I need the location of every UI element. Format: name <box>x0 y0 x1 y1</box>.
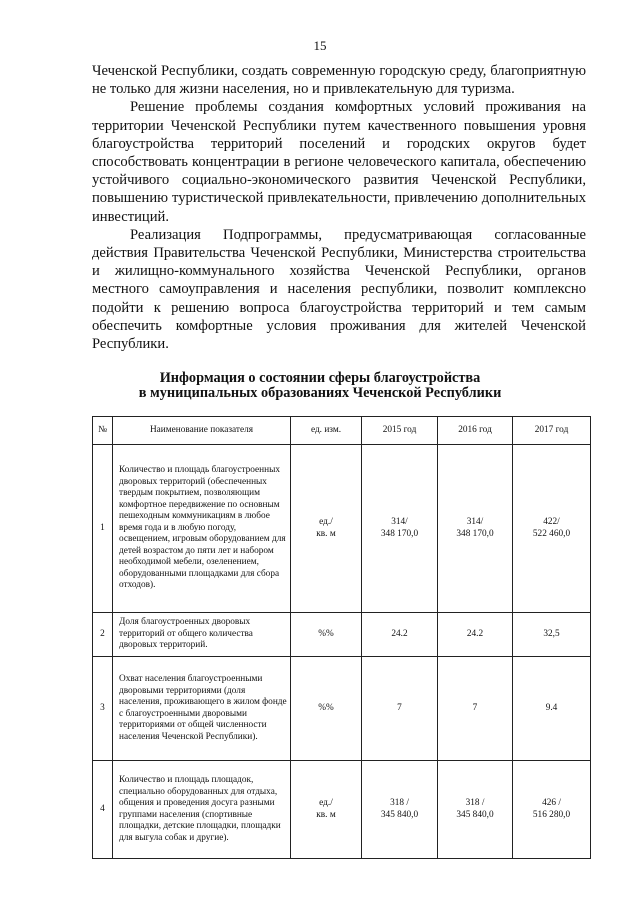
value-2017: 9.4 <box>513 657 591 761</box>
indicator-name: Количество и площадь площадок, специально оборудованных для отдыха, общения и проведения досуга разными группами населения (спортивные площадки, детские площадки, площадки для выгула собак и другие). <box>113 761 291 859</box>
count-value: 422/ <box>543 517 560 527</box>
count-value: 314/ <box>391 517 408 527</box>
unit-cell: %% <box>291 657 362 761</box>
page-number: 15 <box>313 38 327 53</box>
value-2016: 24.2 <box>438 613 513 657</box>
table-row <box>93 657 591 761</box>
value-2015: 7 <box>362 657 438 761</box>
unit-value: ед./ <box>319 798 333 808</box>
unit-value: кв. м <box>316 809 336 820</box>
row-number: 3 <box>93 657 113 761</box>
area-value: 345 840,0 <box>380 809 419 820</box>
header-unit: ед. изм. <box>291 417 362 445</box>
unit-cell <box>291 761 362 859</box>
count-value: 318 / <box>465 798 485 808</box>
table-row <box>93 445 591 613</box>
table-title <box>0 371 640 401</box>
count-value: 318 / <box>390 798 409 808</box>
indicator-name: Количество и площадь благоустроенных дворовых территорий (обеспеченных твердым покрытием, позволяющим комфортное передвижение по основным пешеходным коммуникациям в любое время года и в любую погоду, освещением, игровым оборудованием для детей возрастом до пяти лет и набором необходимой мебели, озеленением, оборудованными площадками для сбора отходов). <box>113 445 291 613</box>
header-indicator-name: Наименование показателя <box>113 417 291 445</box>
indicator-name: Охват населения благоустроенными дворовыми территориями (доля населения, проживающего в жилом фонде с благоустроенными дворовыми территориями от общей численности населения Чеченской Республики). <box>113 657 291 761</box>
area-value: 348 170,0 <box>456 528 494 539</box>
paragraph: Чеченской Республики, создать современную городскую среду, благоприятную не только для жизни населения, но и привлекательную для туризма. <box>92 63 586 98</box>
indicator-name: Доля благоустроенных дворовых территорий от общего количества дворовых территорий. <box>113 613 291 657</box>
value-2017 <box>513 761 591 859</box>
value-2016 <box>438 445 513 613</box>
area-value: 516 280,0 <box>532 809 571 820</box>
area-value: 348 170,0 <box>380 528 419 539</box>
row-number: 1 <box>93 445 113 613</box>
value-2015 <box>362 445 438 613</box>
paragraph: Решение проблемы создания комфортных условий проживания на территории Чеченской Республики путем качественного повышения уровня благоустройства территорий поселений и городских округов будет способствовать концентрации в регионе человеческого капитала, обеспечению устойчивого социально-экономического развития Чеченской Республики, повышению туристической привлекательности, привлечению дополнительных инвестиций. <box>92 99 586 225</box>
value-2017: 32,5 <box>513 613 591 657</box>
value-2016: 7 <box>438 657 513 761</box>
area-value: 345 840,0 <box>456 809 494 820</box>
header-year-2015: 2015 год <box>362 417 438 445</box>
paragraph: Реализация Подпрограммы, предусматривающая согласованные действия Правительства Чеченской Республики, Министерства строительства и жилищно-коммунального хозяйства Чеченской Республики, органов местного самоуправления и населения республики, позволит комплексно подойти к решению вопроса благоустройства территорий и тем самым обеспечить комфортные условия проживания для жителей Чеченской Республики. <box>92 226 586 353</box>
value-2015: 24.2 <box>362 613 438 657</box>
improvement-info-table <box>92 416 591 859</box>
unit-value: кв. м <box>316 528 336 539</box>
header-year-2017: 2017 год <box>513 417 591 445</box>
value-2015 <box>362 761 438 859</box>
value-2017 <box>513 445 591 613</box>
table-row <box>93 613 591 657</box>
area-value: 522 460,0 <box>532 528 571 539</box>
header-year-2016: 2016 год <box>438 417 513 445</box>
row-number: 4 <box>93 761 113 859</box>
header-number: № <box>93 417 113 445</box>
count-value: 426 / <box>542 798 561 808</box>
unit-cell <box>291 445 362 613</box>
value-2016 <box>438 761 513 859</box>
body-text <box>92 62 586 353</box>
table-title-line: Информация о состоянии сферы благоустройства <box>159 370 481 386</box>
count-value: 314/ <box>466 517 484 527</box>
unit-value: ед./ <box>319 517 333 527</box>
table-header-row <box>93 417 591 445</box>
table-title-line: в муниципальных образованиях Чеченской Республики <box>138 385 502 401</box>
table-row <box>93 761 591 859</box>
unit-cell: %% <box>291 613 362 657</box>
row-number: 2 <box>93 613 113 657</box>
